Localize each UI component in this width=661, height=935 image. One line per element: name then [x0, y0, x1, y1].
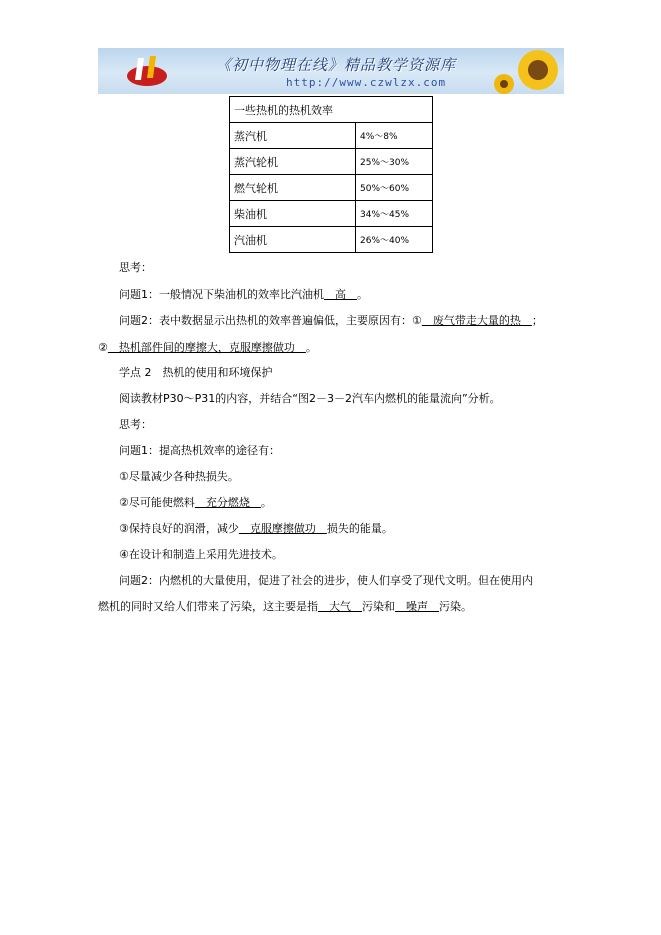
question-text: 问题1：一般情况下柴油机的效率比汽油机	[119, 288, 324, 301]
table-row	[230, 175, 433, 201]
table-row	[230, 123, 433, 149]
item-text: ③保持良好的润滑，减少	[119, 522, 239, 535]
think-label-2: 思考：	[119, 418, 152, 431]
item-text: 损失的能量。	[326, 522, 393, 535]
engine-name: 蒸汽机	[230, 123, 356, 149]
question-1-line	[119, 288, 368, 302]
efficiency-table	[229, 96, 433, 253]
punctuation: 。	[305, 341, 317, 354]
engine-efficiency: 26%～40%	[356, 227, 433, 253]
question-text: 污染。	[439, 600, 472, 613]
list-item: ④在设计和制造上采用先进技术。	[119, 548, 283, 561]
engine-efficiency: 34%～45%	[356, 201, 433, 227]
punctuation: 。	[260, 496, 272, 509]
question-text: 污染和	[362, 600, 395, 613]
engine-efficiency: 4%～8%	[356, 123, 433, 149]
engine-name: 柴油机	[230, 201, 356, 227]
question-1-line: 问题1：提高热机效率的途径有：	[119, 444, 280, 457]
table-row	[230, 201, 433, 227]
answer-blank: 大气	[318, 600, 362, 613]
engine-name: 汽油机	[230, 227, 356, 253]
answer-blank: 噪声	[395, 600, 439, 613]
answer-blank: 废气带走大量的热	[421, 314, 532, 327]
question-text: 问题2：表中数据显示出热机的效率普遍偏低，主要原因有：①	[119, 314, 422, 327]
punctuation: ；	[531, 314, 543, 327]
banner-url: http://www.czwlzx.com	[286, 76, 447, 89]
question-2-line: 问题2：内燃机的大量使用，促进了社会的进步，使人们享受了现代文明。但在使用内	[119, 574, 533, 587]
answer-blank: 充分燃烧	[194, 496, 261, 509]
table-header: 一些热机的热机效率	[230, 97, 433, 123]
table-row	[230, 149, 433, 175]
question-2-continued	[98, 600, 472, 614]
engine-efficiency: 50%～60%	[356, 175, 433, 201]
list-marker: ②	[98, 341, 108, 354]
think-label-1: 思考：	[119, 261, 152, 274]
answer-blank: 高	[324, 288, 357, 301]
question-text: 燃机的同时又给人们带来了污染，这主要是指	[98, 600, 318, 613]
punctuation: 。	[357, 288, 368, 301]
list-item: ①尽量减少各种热损失。	[119, 470, 239, 483]
engine-name: 蒸汽轮机	[230, 149, 356, 175]
list-item	[119, 522, 393, 536]
reading-instruction: 阅读教材P30～P31的内容，并结合“图2－3－2汽车内燃机的能量流向”分析。	[119, 392, 501, 405]
engine-efficiency: 25%～30%	[356, 149, 433, 175]
answer-blank: 克服摩擦做功	[238, 522, 327, 535]
table-header-row	[230, 97, 433, 123]
table-row	[230, 227, 433, 253]
sunflower-icon	[484, 48, 564, 94]
answer-blank: 热机部件间的摩擦大，克服摩擦做功	[107, 341, 306, 354]
banner-title: 《初中物理在线》精品教学资源库	[216, 56, 457, 74]
question-2-continued	[98, 341, 317, 355]
engine-name: 燃气轮机	[230, 175, 356, 201]
section-heading: 学点 2 热机的使用和环境保护	[119, 366, 273, 379]
list-item	[119, 496, 272, 510]
question-2-line	[119, 314, 543, 328]
logo-icon	[124, 54, 170, 90]
item-text: ②尽可能使燃料	[119, 496, 195, 509]
header-banner	[98, 48, 564, 94]
